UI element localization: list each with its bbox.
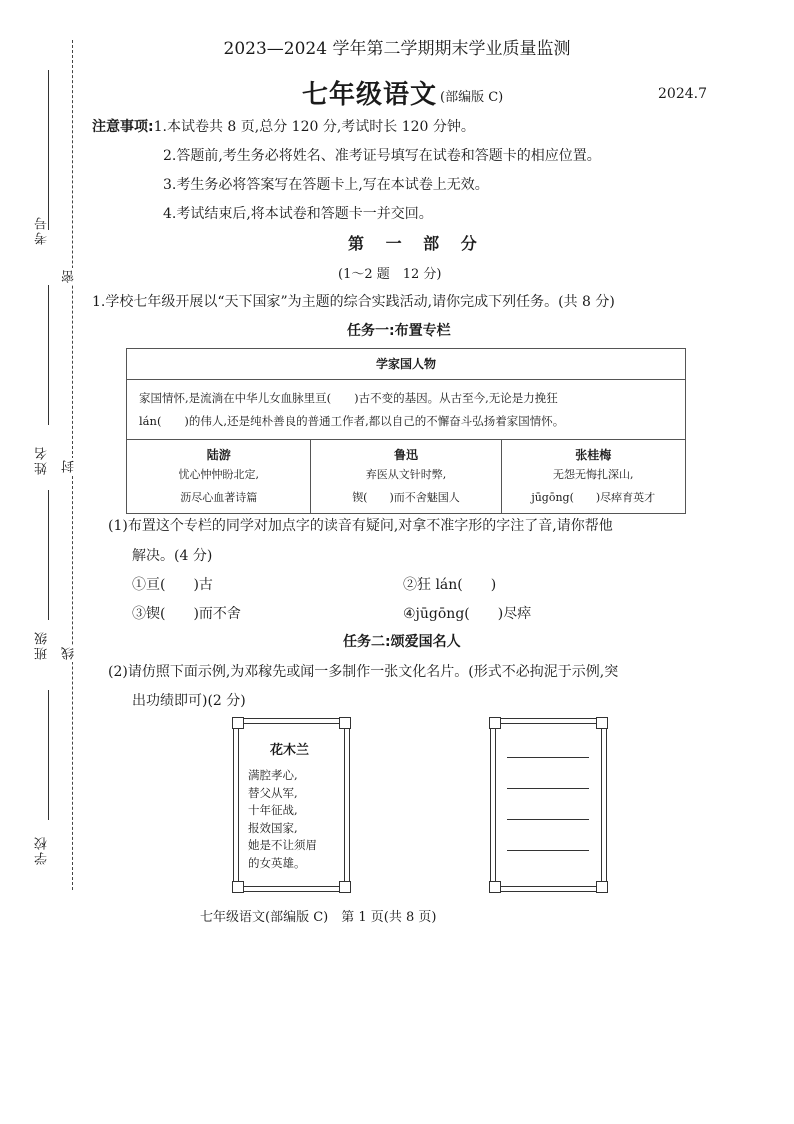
name-label: 姓名	[35, 445, 50, 475]
intro-line: 家国情怀,是流淌在中华儿女血脉里亘( )古不变的基因。从古至今,无论是力挽狂	[139, 391, 558, 405]
note-item: 2.答题前,考生务必将姓名、准考证号填写在试卷和答题卡的相应位置。	[163, 148, 601, 164]
name-blank	[48, 285, 49, 425]
task1-title: 任务一:布置专栏	[347, 323, 451, 339]
section-subtitle: (1～2 题 12 分)	[338, 267, 442, 282]
example-name-card	[233, 718, 350, 892]
card-line: 报效国家,	[248, 820, 298, 835]
person-cell	[127, 440, 311, 514]
write-line[interactable]	[507, 757, 589, 758]
card-line: 替父从军,	[248, 785, 298, 800]
write-line[interactable]	[507, 788, 589, 789]
card-body	[248, 767, 317, 872]
person-line: 沥尽心血著诗篇	[180, 491, 258, 504]
note-item: 4.考试结束后,将本试卷和答题卡一并交回。	[163, 206, 433, 222]
answer-blank-4[interactable]: ④jūgōng( )尽瘁	[403, 606, 532, 622]
class-blank	[48, 490, 49, 620]
corner-ornament	[339, 881, 351, 893]
corner-ornament	[232, 881, 244, 893]
exam-date: 2024.7	[658, 86, 707, 102]
seal-feng: 封	[62, 460, 77, 473]
seal-mi: 密	[62, 270, 77, 283]
sub1-line: (1)布置这个专栏的同学对加点字的读音有疑问,对拿不准字形的字注了音,请你帮他	[108, 518, 613, 534]
figures-table	[126, 348, 686, 514]
blank-name-card[interactable]	[490, 718, 607, 892]
card-line: 满腔孝心,	[248, 768, 298, 782]
subject-title: 七年级语文	[302, 80, 438, 110]
answer-blank-2[interactable]: ②狂 lán( )	[403, 577, 497, 593]
exam-title: 2023—2024 学年第二学期期末学业质量监测	[223, 39, 571, 59]
task2-title: 任务二:颂爱国名人	[343, 634, 461, 650]
write-line[interactable]	[507, 850, 589, 851]
person-line: jūgōng( )尽瘁育英才	[531, 491, 656, 504]
class-label: 班级	[35, 630, 50, 660]
person-line: 锲( )而不舍魅国人	[352, 491, 460, 504]
exam-no-label: 考号	[35, 215, 50, 245]
corner-ornament	[489, 717, 501, 729]
sub1-line: 解决。(4 分)	[132, 548, 213, 564]
sub2-line: (2)请仿照下面示例,为邓稼先或闻一多制作一张文化名片。(形式不必拘泥于示例,突	[108, 664, 619, 680]
card-title: 花木兰	[270, 743, 310, 758]
notes-label: 注意事项:	[92, 119, 154, 135]
person-name: 张桂梅	[575, 448, 612, 462]
q1-stem: 1.学校七年级开展以“天下国家”为主题的综合实践活动,请你完成下列任务。(共 8 分)	[92, 294, 615, 310]
person-line: 无怨无悔扎深山,	[553, 468, 634, 481]
person-line: 忧心忡忡盼北定,	[178, 468, 259, 481]
person-cell	[501, 440, 685, 514]
seal-xian: 线	[62, 647, 77, 660]
table-header: 学家国人物	[127, 349, 686, 380]
corner-ornament	[232, 717, 244, 729]
exam-no-blank	[48, 70, 49, 230]
person-cell	[311, 440, 501, 514]
corner-ornament	[596, 717, 608, 729]
table-intro	[127, 380, 686, 440]
card-line: 她是不让须眉	[248, 838, 317, 852]
write-line[interactable]	[507, 819, 589, 820]
card-line: 十年征战,	[248, 803, 298, 817]
school-blank	[48, 690, 49, 820]
note-item: 1.本试卷共 8 页,总分 120 分,考试时长 120 分钟。	[153, 119, 475, 135]
answer-blank-3[interactable]: ③锲( )而不舍	[132, 606, 241, 622]
answer-blank-1[interactable]: ①亘( )古	[132, 577, 213, 593]
sub2-line: 出功绩即可)(2 分)	[132, 693, 246, 709]
person-name: 陆游	[206, 448, 231, 462]
corner-ornament	[596, 881, 608, 893]
school-label: 学校	[35, 835, 50, 865]
corner-ornament	[489, 881, 501, 893]
note-item: 3.考生务必将答案写在答题卡上,写在本试卷上无效。	[163, 177, 489, 193]
section-title: 第 一 部 分	[348, 234, 485, 253]
person-name: 鲁迅	[393, 448, 418, 462]
person-line: 弃医从文针时弊,	[365, 468, 447, 481]
card-line: 的女英雄。	[248, 855, 306, 870]
page-footer: 七年级语文(部编版 C) 第 1 页(共 8 页)	[200, 910, 437, 925]
edition-label: (部编版 C)	[440, 90, 504, 105]
intro-line: lán( )的伟人,还是纯朴善良的普通工作者,都以自己的不懈奋斗弘扬着家国情怀。	[139, 414, 565, 428]
corner-ornament	[339, 717, 351, 729]
